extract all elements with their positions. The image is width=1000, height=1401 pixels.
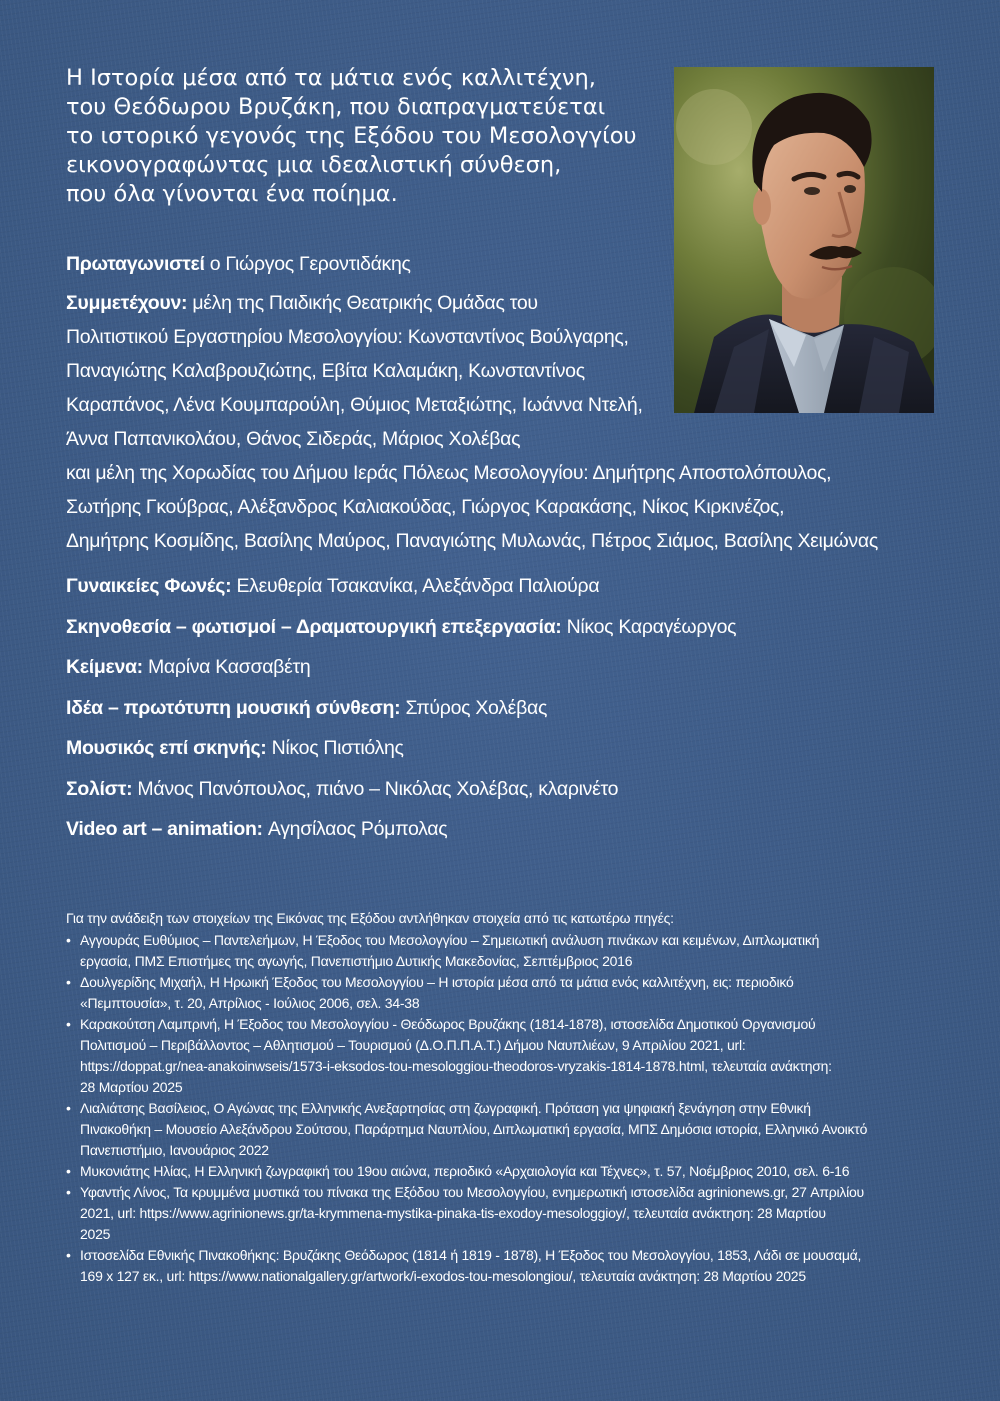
credit-value: Μάνος Πανόπουλος, πιάνο – Νικόλας Χολέβας, κλαρινέτο: [132, 777, 619, 800]
texts-line: [66, 647, 946, 688]
music-composition-line: [66, 688, 946, 729]
source-line: Λιαλιάτσης Βασίλειος, Ο Αγώνας της Ελληνικής Ανεξαρτησίας στη ζωγραφική. Πρόταση για ψηφιακή ξενάγηση στην Εθνική: [80, 1099, 811, 1116]
source-item: [66, 972, 946, 1014]
source-item: [66, 930, 946, 972]
source-item: [66, 1161, 946, 1182]
credit-value: Σπύρος Χολέβας: [400, 696, 548, 719]
source-item: [66, 1245, 946, 1287]
participants-line: Σωτήρης Γκούβρας, Αλέξανδρος Καλιακούδας, Γιώργος Καρακάσης, Νίκος Κιρκινέζος,: [66, 496, 785, 518]
source-item: [66, 1014, 946, 1098]
credit-value: Μαρίνα Κασσαβέτη: [142, 656, 311, 678]
source-line: εργασία, ΠΜΣ Επιστήμες της αγωγής, Πανεπιστήμιο Δυτικής Μακεδονίας, Σεπτέμβριος 2016: [80, 952, 633, 969]
credit-label: Σκηνοθεσία – φωτισμοί – Δραματουργική επεξεργασία:: [66, 615, 562, 638]
female-voices-line: [66, 566, 946, 607]
source-item: [66, 1182, 946, 1245]
source-line: Υφαντής Λίνος, Τα κρυμμένα μυστικά του πίνακα της Εξόδου του Μεσολογγίου, ενημερωτική ιστοσελίδα agrinionews.gr, 27 Απριλίου: [80, 1183, 864, 1200]
participants-line: Άννα Παπανικολάου, Θάνος Σιδεράς, Μάριος Χολέβας: [66, 428, 521, 450]
bullet-icon: •: [66, 1183, 71, 1200]
bullet-icon: •: [66, 973, 71, 990]
participants-line: Πολιτιστικού Εργαστηρίου Μεσολογγίου: Κωνσταντίνος Βούλγαρης,: [66, 326, 629, 348]
source-line: 28 Μαρτίου 2025: [80, 1078, 183, 1095]
lead-actor-line: [66, 248, 946, 280]
musician-line: [66, 728, 946, 769]
source-line: 2021, url: https://www.agrinionews.gr/ta-krymmena-mystika-pinaka-tis-exodoy-mesologgioy/, τελευταία ανάκτηση: 28 Μαρτίου: [80, 1204, 826, 1221]
credit-value: Νίκος Πιστιόλης: [266, 737, 404, 759]
intro-line: το ιστορικό γεγονός της Εξόδου του Μεσολογγίου: [66, 123, 637, 149]
credit-label: Γυναικείες Φωνές:: [66, 575, 232, 597]
participants-line: Παναγιώτης Καλαβρουζιώτης, Εβίτα Καλαμάκη, Κωνσταντίνος: [66, 360, 585, 382]
participants-block: [66, 286, 946, 558]
bullet-icon: •: [66, 1099, 71, 1116]
participants-line: και μέλη της Χορωδίας του Δήμου Ιεράς Πόλεως Μεσολογγίου: Δημήτρης Αποστολόπουλος,: [66, 462, 832, 484]
credit-value: Ελευθερία Τσακανίκα, Αλεξάνδρα Παλιούρα: [231, 575, 600, 597]
credit-label: Μουσικός επί σκηνής:: [66, 737, 267, 759]
source-line: Αγγουράς Ευθύμιος – Παντελεήμων, Η Έξοδος του Μεσολογγίου – Σημειωτική ανάλυση πινάκων και κειμένων, Διπλωματική: [80, 931, 820, 948]
participants-line: Δημήτρης Κοσμίδης, Βασίλης Μαύρος, Παναγιώτης Μυλωνάς, Πέτρος Σιάμος, Βασίλης Χειμώνας: [66, 530, 878, 552]
direction-line: [66, 607, 946, 648]
credit-label: Σολίστ:: [66, 777, 133, 800]
intro-line: Η Ιστορία μέσα από τα μάτια ενός καλλιτέχνη,: [66, 65, 596, 91]
video-art-line: [66, 809, 946, 850]
bullet-icon: •: [66, 1162, 71, 1179]
source-line: 169 x 127 εκ., url: https://www.nationalgallery.gr/artwork/i-exodos-tou-mesolongiou/, τελευταία ανάκτηση: 28 Μαρτίου 2025: [80, 1267, 806, 1284]
bullet-icon: •: [66, 931, 71, 948]
credit-label: Κείμενα:: [66, 656, 143, 678]
participants-line: [66, 286, 946, 320]
source-line: Πινακοθήκη – Μουσείο Αλεξάνδρου Σούτσου, Παράρτημα Ναυπλίου, Διπλωματική εργασία, ΜΠΣ Δημόσια ιστορία, Ελληνικό Ανοικτό: [80, 1120, 868, 1137]
credit-value: μέλη της Παιδικής Θεατρικής Ομάδας του: [187, 292, 538, 314]
intro-line: που όλα γίνονται ένα ποίημα.: [66, 181, 398, 207]
credit-label: Συμμετέχουν:: [66, 292, 188, 314]
bullet-icon: •: [66, 1015, 71, 1032]
intro-line: εικονογραφώντας μια ιδεαλιστική σύνθεση,: [66, 152, 562, 178]
source-line: 2025: [80, 1225, 111, 1242]
source-line: Πολιτισμού – Περιβάλλοντος – Αθλητισμού – Τουρισμού (Δ.Ο.Π.Π.Α.Τ.) Δήμου Ναυπλιέων, 9 Απριλίου 2021, url:: [80, 1036, 746, 1053]
credit-value: Αγησίλαος Ρόμπολας: [262, 818, 448, 840]
source-item: [66, 1098, 946, 1161]
credit-label: Ιδέα – πρωτότυπη μουσική σύνθεση:: [66, 696, 401, 719]
credit-value: ο Γιώργος Γεροντιδάκης: [204, 253, 411, 275]
soloists-line: [66, 769, 946, 810]
credit-value: Νίκος Καραγέωργος: [561, 615, 737, 638]
participants-line: Καραπάνος, Λένα Κουμπαρούλη, Θύμιος Μεταξιώτης, Ιωάννα Ντελή,: [66, 394, 643, 416]
intro-paragraph: [66, 64, 666, 209]
source-line: Μυκονιάτης Ηλίας, Η Ελληνική ζωγραφική του 19ου αιώνα, περιοδικό «Αρχαιολογία και Τέχνες», τ. 57, Νοέμβριος 2010, σελ. 6-16: [80, 1162, 850, 1179]
source-line: Δουλγερίδης Μιχαήλ, Η Ηρωική Έξοδος του Μεσολογγίου – Η ιστορία μέσα από τα μάτια ενός καλλιτέχνη, εις: περιοδικό: [80, 973, 794, 990]
intro-line: του Θεόδωρου Βρυζάκη, που διαπραγματεύεται: [66, 94, 606, 120]
credits-section: [66, 248, 946, 850]
credit-label: Πρωταγωνιστεί: [66, 253, 205, 275]
sources-section: [66, 908, 946, 1287]
bullet-icon: •: [66, 1246, 71, 1263]
source-line: Πανεπιστήμιο, Ιανουάριος 2022: [80, 1141, 269, 1158]
source-line: https://doppat.gr/nea-anakoinwseis/1573-i-eksodos-tou-mesologgiou-theodoros-vryzakis-1814-1878.html, τελευταία ανάκτηση:: [80, 1057, 832, 1074]
source-line: «Πεμπτουσία», τ. 20, Απρίλιος - Ιούλιος 2006, σελ. 34-38: [80, 994, 420, 1011]
credit-label: Video art – animation:: [66, 818, 263, 840]
source-line: Καρακούτση Λαμπρινή, Η Έξοδος του Μεσολογγίου - Θεόδωρος Βρυζάκης (1814-1878), ιστοσελίδα Δημοτικού Οργανισμού: [80, 1015, 816, 1032]
sources-intro: Για την ανάδειξη των στοιχείων της Εικόνας της Εξόδου αντλήθηκαν στοιχεία από τις κατωτέρω πηγές:: [66, 910, 674, 926]
source-line: Ιστοσελίδα Εθνικής Πινακοθήκης: Βρυζάκης Θεόδωρος (1814 ή 1819 - 1878), Η Έξοδος του Μεσολογγίου, 1853, Λάδι σε μουσαμά,: [80, 1246, 862, 1263]
